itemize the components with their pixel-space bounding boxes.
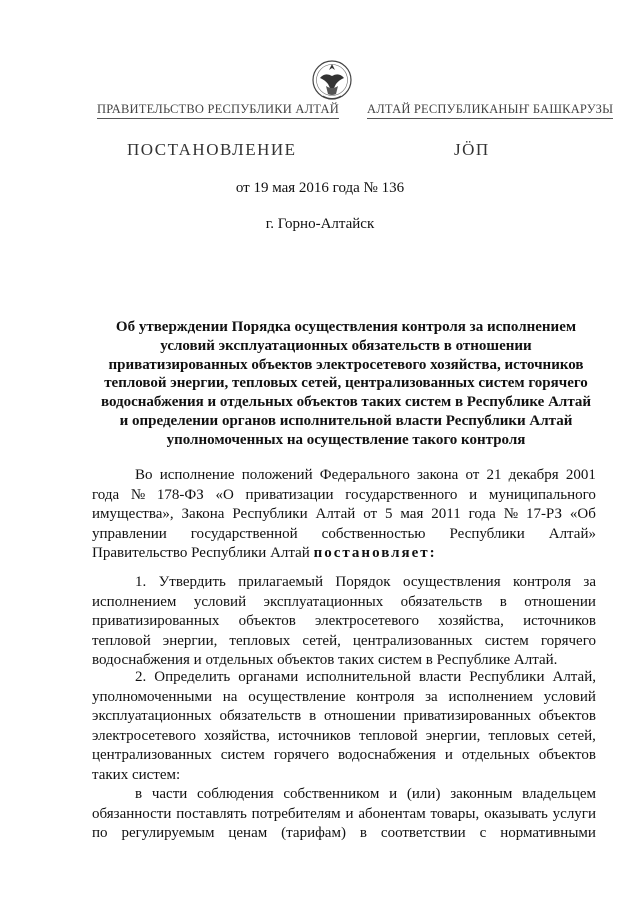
word: источников — [523, 613, 596, 629]
word: в — [309, 708, 317, 724]
paragraph-line — [92, 466, 596, 486]
word: осуществление — [248, 688, 346, 705]
word: тепловых — [488, 727, 550, 744]
word: систем — [220, 747, 265, 763]
word: с — [479, 825, 487, 841]
word: тепловой — [92, 632, 151, 649]
word: исполнительной — [306, 669, 411, 685]
word: условий — [543, 688, 596, 705]
word: поставлять — [176, 805, 247, 822]
word: исполнение — [159, 467, 235, 483]
word: года — [468, 506, 496, 522]
word: источников — [277, 727, 351, 744]
word: 21 — [486, 467, 502, 483]
paragraph-line — [92, 612, 596, 632]
word: централизованных — [92, 747, 212, 763]
paragraph-line — [92, 824, 596, 844]
doc-type-left: ПОСТАНОВЛЕНИЕ — [127, 140, 297, 159]
header-left-title: ПРАВИТЕЛЬСТВО РЕСПУБЛИКИ АЛТАЙ — [97, 102, 339, 119]
word: декабря — [508, 467, 559, 483]
word: электросетевого — [314, 613, 419, 629]
paragraph-line — [92, 486, 596, 506]
word: в — [359, 825, 367, 841]
word: приватизированных — [92, 613, 220, 629]
paragraph-line: таких систем: — [92, 766, 181, 783]
word: сетей, — [557, 727, 596, 744]
word: абонентам — [358, 805, 426, 822]
word: соответствии — [380, 825, 466, 841]
title-line: Об утверждении Порядка осуществления контроля за исполнением — [115, 319, 577, 335]
word: № — [130, 486, 146, 503]
word: объектов — [538, 747, 596, 763]
word: закона — [417, 467, 459, 483]
item-2a-paragraph — [92, 785, 596, 844]
word: 17-РЗ — [525, 506, 562, 522]
word: муниципального — [488, 486, 596, 503]
word: мая — [400, 506, 424, 522]
word: сетей, — [302, 632, 341, 649]
title-line: уполномоченных на осуществление такого контроля — [166, 431, 526, 448]
word: части — [151, 786, 188, 802]
word: отношении — [324, 708, 396, 724]
word: нормативными — [500, 825, 596, 841]
paragraph-line — [92, 727, 596, 747]
item-2-paragraph — [92, 668, 596, 785]
word: и — [444, 747, 453, 763]
word: объектов — [238, 613, 296, 629]
paragraph-line — [92, 505, 596, 525]
word: Алтай, — [552, 669, 596, 685]
word: электросетевого — [92, 727, 196, 744]
paragraph-line — [92, 785, 596, 805]
word: Алтай — [315, 506, 356, 522]
word: Алтай» — [548, 525, 596, 542]
paragraph-line — [92, 632, 596, 652]
word: № — [503, 506, 519, 522]
word: объектов — [538, 708, 596, 724]
word: энергии, — [162, 632, 218, 649]
word: «О — [215, 486, 234, 503]
word: эксплуатационных — [92, 708, 212, 724]
paragraph-line — [92, 707, 596, 727]
paragraph-line — [92, 573, 596, 593]
paragraph-line — [92, 805, 596, 825]
word: Определить — [154, 669, 231, 685]
word: и — [389, 786, 398, 802]
word: прилагаемый — [238, 574, 324, 590]
word: от — [363, 506, 378, 522]
title-line: приватизированных объектов электросетевого хозяйства, источников — [108, 356, 584, 373]
word: за — [425, 688, 438, 705]
preamble-emphasis: постановляет: — [313, 545, 437, 561]
word: обязанности — [92, 805, 172, 822]
word: Федерального — [319, 467, 410, 483]
word: контроля — [356, 688, 415, 705]
word: энергии, — [425, 727, 481, 744]
word: горячего — [540, 632, 596, 649]
word: потребителям — [251, 805, 341, 822]
document-date-number: от 19 мая 2016 года № 136 — [235, 180, 405, 196]
word: условий — [193, 593, 247, 610]
word: управлении — [92, 525, 167, 542]
word: обязательств — [400, 593, 483, 610]
word: 2011 — [431, 506, 461, 522]
word: Закона — [181, 506, 225, 522]
paragraph-line — [92, 688, 596, 708]
word: тепловой — [358, 727, 418, 744]
word: услуги — [552, 805, 596, 822]
word: и — [345, 805, 354, 822]
word: (тарифам) — [281, 825, 346, 841]
word: осуществления — [402, 574, 501, 590]
word: исполнением — [92, 593, 177, 610]
word: тепловых — [229, 632, 291, 649]
word: 2. — [135, 669, 147, 685]
word: в — [135, 786, 143, 802]
document-title — [100, 318, 592, 450]
word: отдельных — [461, 747, 530, 763]
word: собственником — [283, 786, 380, 802]
document-city: г. Горно-Алтайск — [265, 216, 375, 232]
word: государственной — [190, 525, 298, 542]
word: по — [92, 825, 108, 841]
word: года — [92, 486, 120, 503]
item-1-paragraph — [92, 573, 596, 671]
word: за — [583, 574, 596, 590]
word: 1. — [135, 574, 147, 590]
paragraph-line — [92, 746, 596, 766]
word: на — [222, 688, 238, 705]
word: органами — [238, 669, 299, 685]
paragraph-line — [92, 593, 596, 613]
coat-of-arms-emblem — [311, 56, 353, 106]
word: имущества», — [92, 506, 174, 522]
title-line: тепловой энергии, тепловых сетей, централизованных систем горячего — [104, 375, 588, 392]
word: государственного — [345, 486, 458, 503]
word: Республики — [469, 669, 545, 685]
word: (или) — [406, 786, 441, 802]
word: «Об — [569, 506, 596, 522]
word: и — [469, 486, 478, 503]
preamble-text: Правительство Республики Алтай — [92, 545, 310, 561]
word: Республики — [449, 525, 525, 542]
header-right-title: АЛТАЙ РЕСПУБЛИКАНЫҤ БАШКАРУЗЫ — [367, 102, 613, 119]
word: систем — [484, 632, 529, 649]
word: товары, — [430, 805, 480, 822]
word: контроля — [513, 574, 571, 590]
word: приватизированных — [403, 708, 531, 724]
word: владельцем — [522, 786, 596, 802]
word: собственностью — [321, 525, 426, 542]
word: законным — [450, 786, 513, 802]
title-line: и определении органов исполнительной власти Республики Алтай — [119, 412, 573, 429]
word: 5 — [384, 506, 393, 522]
word: хозяйства, — [204, 727, 270, 744]
word: отношении — [524, 593, 596, 610]
title-line: условий эксплуатационных обязательств в отношении — [160, 337, 532, 354]
word: обязательств — [219, 708, 302, 724]
doc-type-right: ЈӦП — [454, 140, 490, 159]
word: соблюдения — [197, 786, 274, 802]
word: оказывать — [484, 805, 548, 822]
word: приватизации — [245, 486, 334, 503]
paragraph-line — [92, 544, 596, 564]
word: Республики — [232, 506, 308, 522]
word: 2001 — [565, 467, 596, 483]
word: исполнением — [448, 688, 533, 705]
word: ценам — [228, 825, 268, 841]
word: в — [499, 593, 507, 610]
word: Во — [135, 467, 153, 483]
word: регулируемым — [121, 825, 215, 841]
word: Порядок — [335, 574, 391, 590]
paragraph-line — [92, 668, 596, 688]
paragraph-line — [92, 525, 596, 545]
word: горячего — [273, 747, 329, 763]
word: хозяйства, — [438, 613, 504, 629]
word: от — [465, 467, 480, 483]
preamble-paragraph — [92, 466, 596, 564]
word: эксплуатационных — [263, 593, 384, 610]
paragraph-line: водоснабжения и отдельных объектов таких систем в Республике Алтай. — [92, 652, 558, 668]
title-line: водоснабжения и отдельных объектов таких систем в Республике Алтай — [100, 394, 592, 411]
word: водоснабжения — [337, 747, 436, 763]
word: Утвердить — [158, 574, 226, 590]
word: централизованных — [352, 632, 473, 649]
word: власти — [418, 669, 462, 685]
word: уполномоченными — [92, 688, 213, 705]
word: положений — [241, 467, 313, 483]
word: 178-ФЗ — [156, 486, 204, 503]
